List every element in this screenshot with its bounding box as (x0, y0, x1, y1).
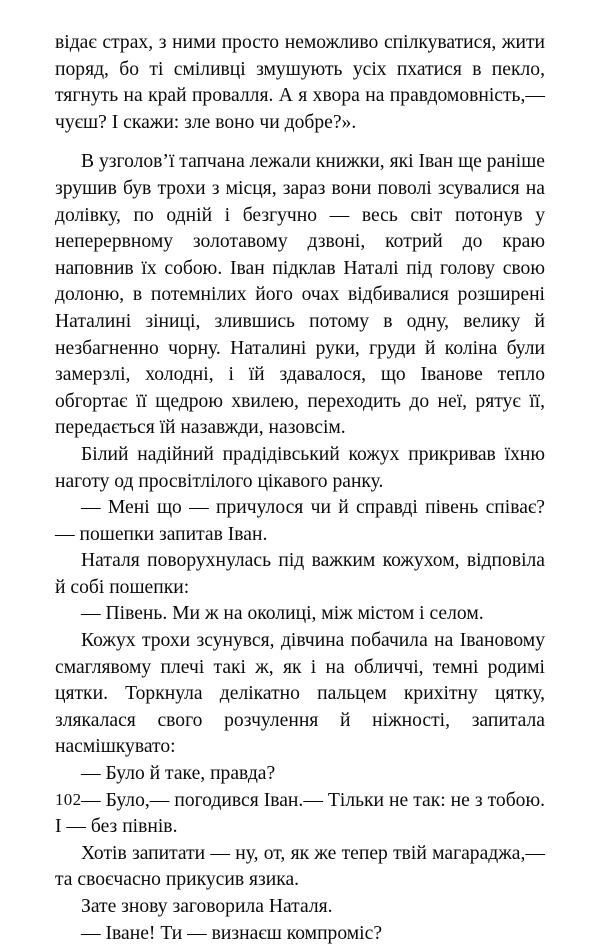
dialogue-line: — Мені що — причулося чи й справді півень співає? — пошепки запитав Іван. (55, 497, 545, 545)
paragraph: Хотів запитати — ну, от, як же тепер твій магараджа,— та своєчасно прикусив язика. (55, 842, 545, 891)
paragraph: Кожух трохи зсунувся, дівчина побачила на Івановому смаглявому плечі такі ж, як і на обличчі, темні родимі цятки. Торкнула делікатно пальцем крихітну цятку, злякалася свого розчулення й ніжності, запитала насмішкувато: (55, 630, 545, 758)
dialogue-line: — Іване! Ти — визнаєш компроміс? (81, 922, 383, 944)
dialogue-line: — Було й таке, правда? (81, 763, 276, 785)
paragraph: Наталя поворухнулась під важким кожухом, відповіла й собі пошепки: (55, 550, 545, 598)
dialogue-line: — Півень. Ми ж на околиці, між містом і селом. (81, 603, 484, 625)
dialogue-line: — Було,— погодився Іван.— Тільки не так: не з тобою. І — без півнів. (55, 789, 545, 838)
paragraph: В узголов’ї тапчана лежали книжки, які Іван ще раніше зрушив був трохи з місця, зараз вони поволі зсувалися на долівку, по одній і безгучно — весь світ потонув у неперервному золотавому дзвоні, котрий до краю наповнив їх собою. Іван підклав Наталі під голову свою долоню, в потемнілих його очах відбивалися розширені Наталині зіниці, злившись потому в одну, велику й незбагненно чорну. Наталині руки, груди й коліна були замерзлі, холодні, і їй здавалося, що Іванове тепло обгортає її щедрою хвилею, переходить до неї, рятує її, передається їй назавжди, назовсім. (55, 151, 545, 439)
page-number: 102 (55, 790, 82, 809)
paragraph: Білий надійний прадідівський кожух прикривав їхню наготу од просвітлілого цікавого ранку. (55, 443, 545, 492)
page-text-column (55, 30, 545, 947)
paragraph: Зате знову заговорила Наталя. (81, 896, 333, 917)
paragraph-continued: відає страх, з ними просто неможливо спілкуватися, жити поряд, бо ті сміливці змушують усіх пхатися в пекло, тягнуть на край провалля. А я хвора на правдомовність,— чуєш? І скажи: зле воно чи добре?». (55, 32, 545, 133)
